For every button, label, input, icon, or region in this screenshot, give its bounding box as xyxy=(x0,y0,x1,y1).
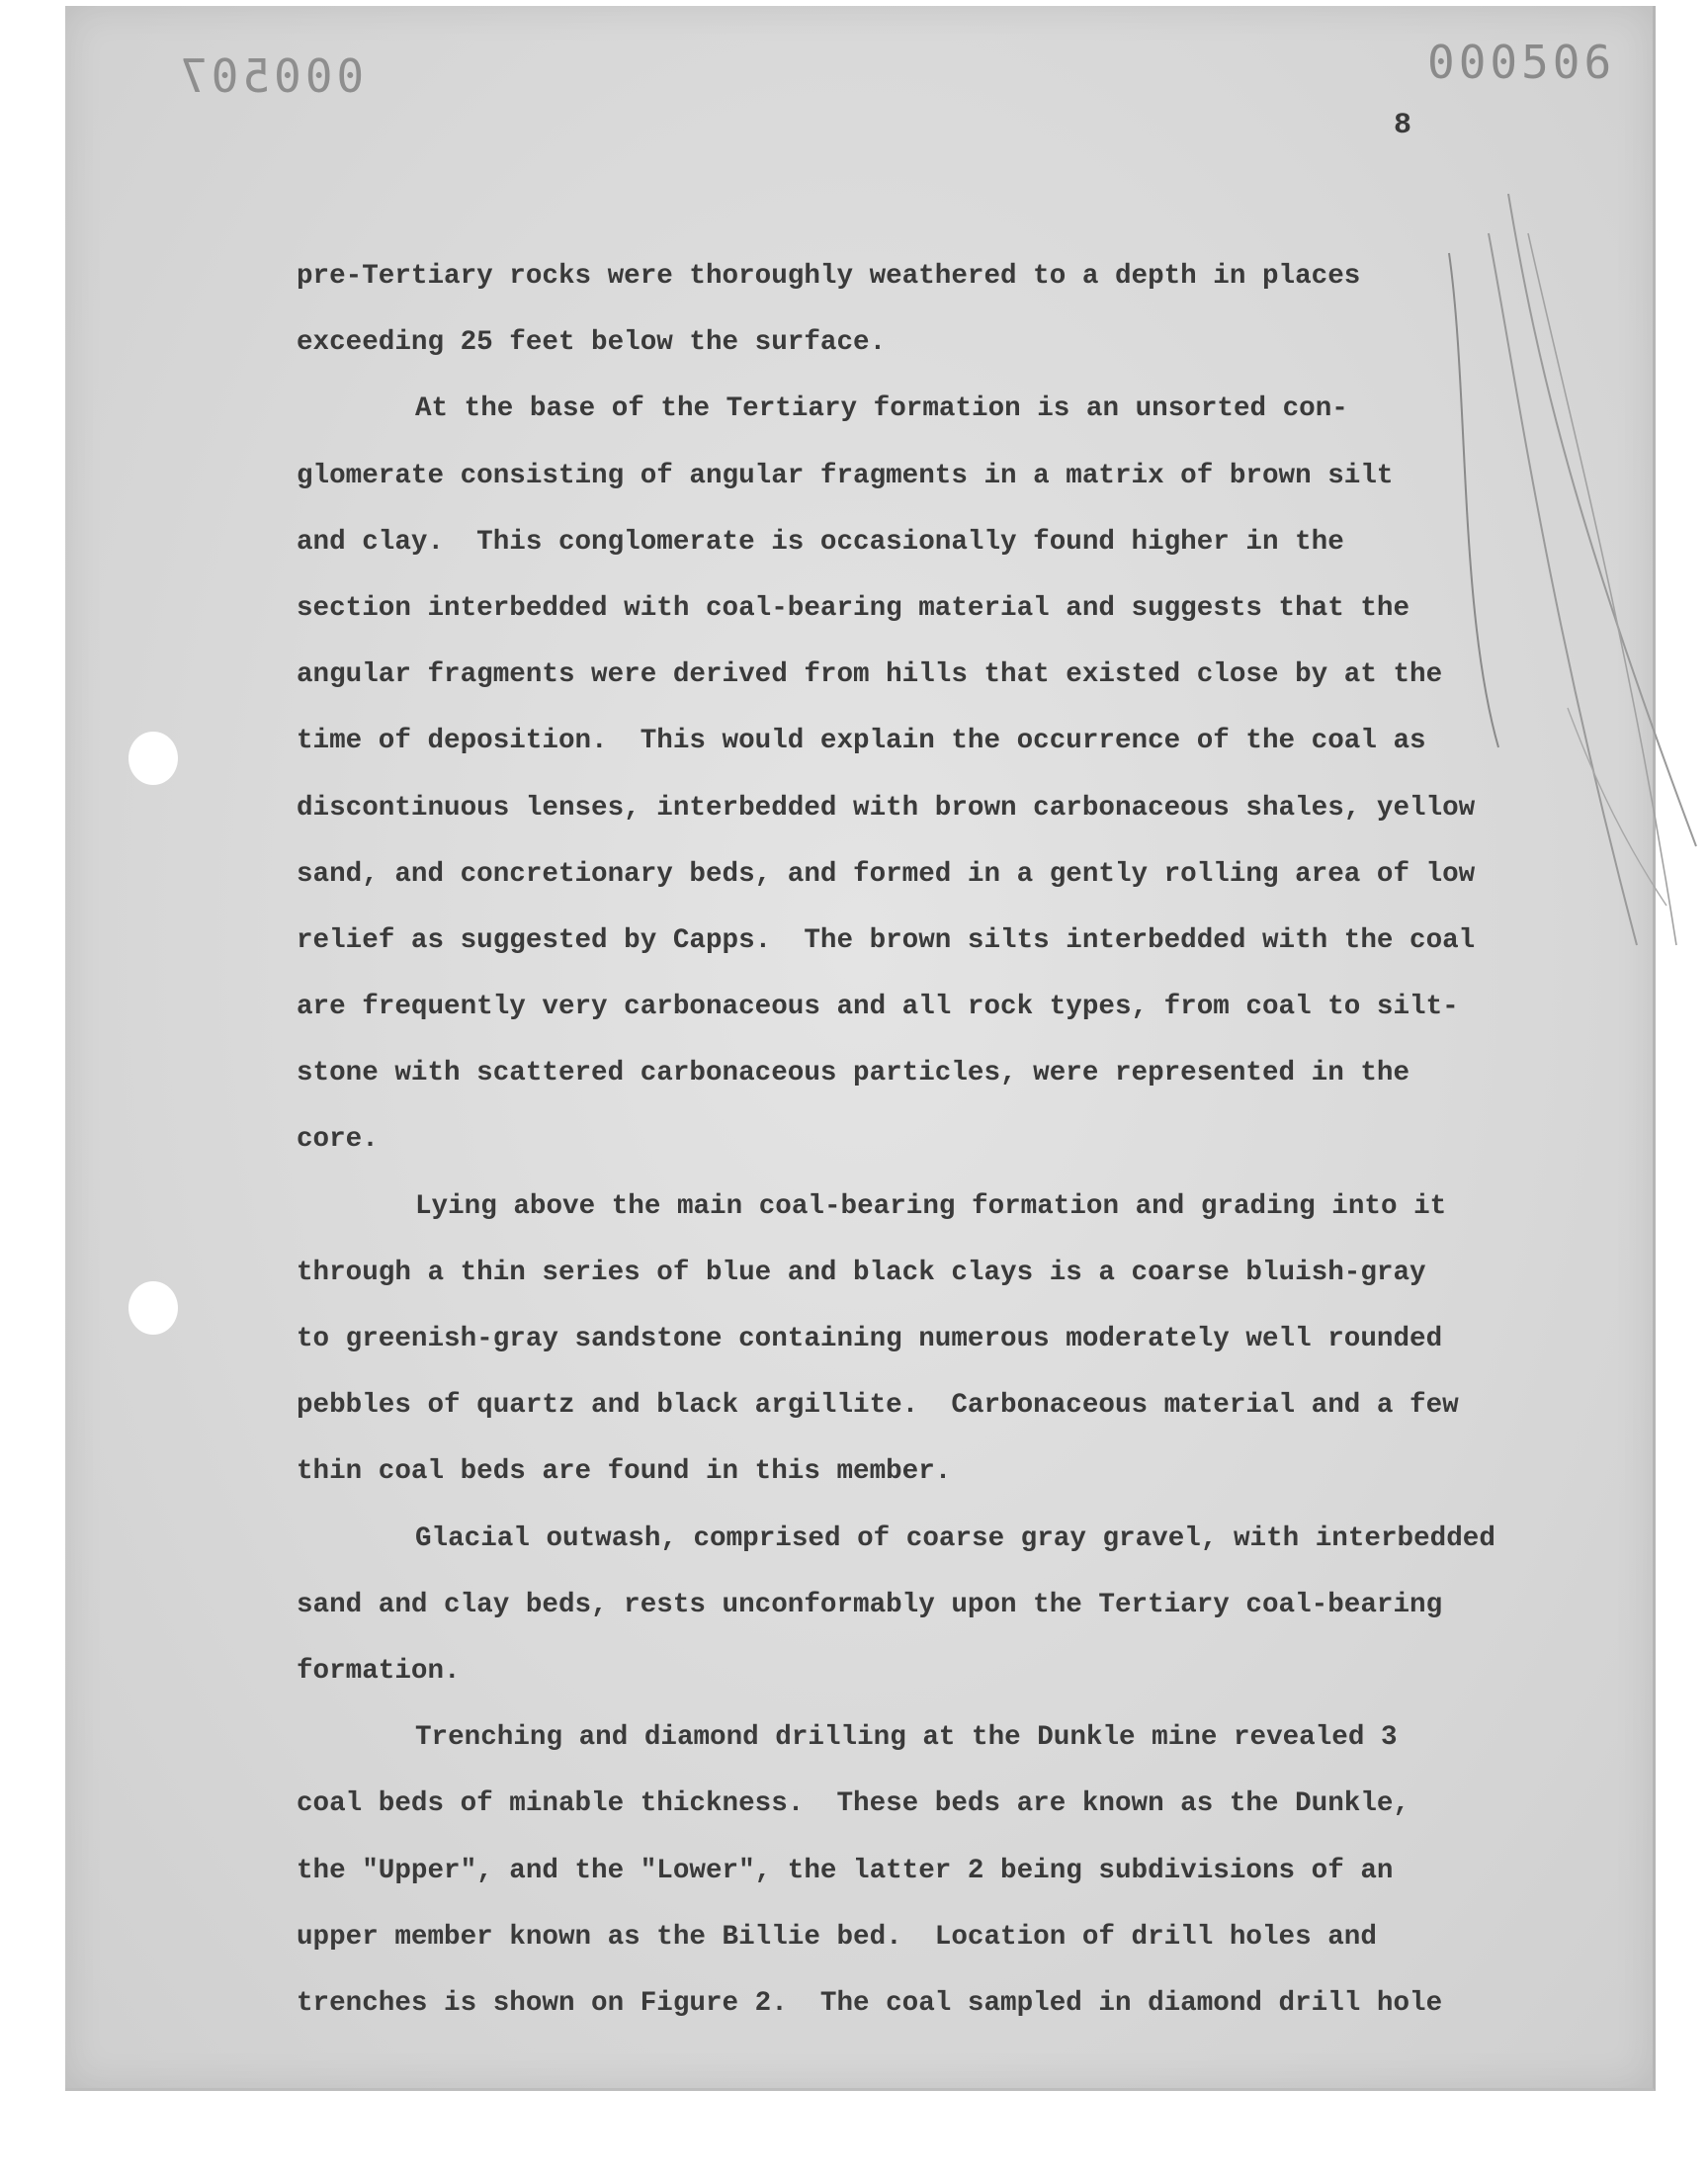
text-line: angular fragments were derived from hills that existed close by at the xyxy=(297,659,1443,691)
text-line: formation. xyxy=(297,1655,461,1687)
text-line: section interbedded with coal-bearing material and suggests that the xyxy=(297,592,1410,624)
text-line: sand and clay beds, rests unconformably upon the Tertiary coal-bearing xyxy=(297,1589,1443,1620)
text-line: trenches is shown on Figure 2. The coal sampled in diamond drill hole xyxy=(297,1987,1443,2019)
text-line: time of deposition. This would explain the occurrence of the coal as xyxy=(297,726,1426,757)
text-line: through a thin series of blue and black clays is a coarse bluish-gray xyxy=(297,1257,1426,1288)
text-line: to greenish-gray sandstone containing numerous moderately well rounded xyxy=(297,1324,1443,1354)
document-number-stamp: 000506 xyxy=(1427,36,1616,89)
text-line: sand, and concretionary beds, and formed in a gently rolling area of low xyxy=(297,858,1476,890)
punch-hole xyxy=(128,732,178,785)
text-line: exceeding 25 feet below the surface. xyxy=(297,327,887,359)
text-line: and clay. This conglomerate is occasionally found higher in the xyxy=(297,526,1344,558)
text-line: stone with scattered carbonaceous particles, were represented in the xyxy=(297,1058,1410,1089)
text-line: pebbles of quartz and black argillite. Carbonaceous material and a few xyxy=(297,1390,1459,1422)
mirrored-stamp: 000507 xyxy=(176,49,365,103)
text-line: relief as suggested by Capps. The brown silts interbedded with the coal xyxy=(297,924,1476,956)
text-line: discontinuous lenses, interbedded with brown carbonaceous shales, yellow xyxy=(297,792,1476,824)
document-page xyxy=(65,6,1656,2091)
text-line: Glacial outwash, comprised of coarse gray gravel, with interbedded xyxy=(415,1522,1495,1554)
text-line: thin coal beds are found in this member. xyxy=(297,1456,952,1488)
text-line: Lying above the main coal-bearing formation and grading into it xyxy=(415,1190,1447,1222)
text-line: the "Upper", and the "Lower", the latter 2 being subdivisions of an xyxy=(297,1855,1394,1886)
text-line: At the base of the Tertiary formation is an unsorted con- xyxy=(415,393,1348,425)
text-line: glomerate consisting of angular fragments in a matrix of brown silt xyxy=(297,460,1394,491)
text-line: Trenching and diamond drilling at the Dunkle mine revealed 3 xyxy=(415,1722,1398,1754)
text-line: upper member known as the Billie bed. Location of drill holes and xyxy=(297,1921,1377,1953)
text-line: core. xyxy=(297,1124,379,1156)
text-line: pre-Tertiary rocks were thoroughly weathered to a depth in places xyxy=(297,261,1361,292)
text-line: coal beds of minable thickness. These beds are known as the Dunkle, xyxy=(297,1788,1410,1820)
page-number: 8 xyxy=(1394,109,1412,142)
punch-hole xyxy=(128,1281,178,1335)
text-line: are frequently very carbonaceous and all rock types, from coal to silt- xyxy=(297,992,1459,1023)
body-text xyxy=(297,243,1542,2037)
